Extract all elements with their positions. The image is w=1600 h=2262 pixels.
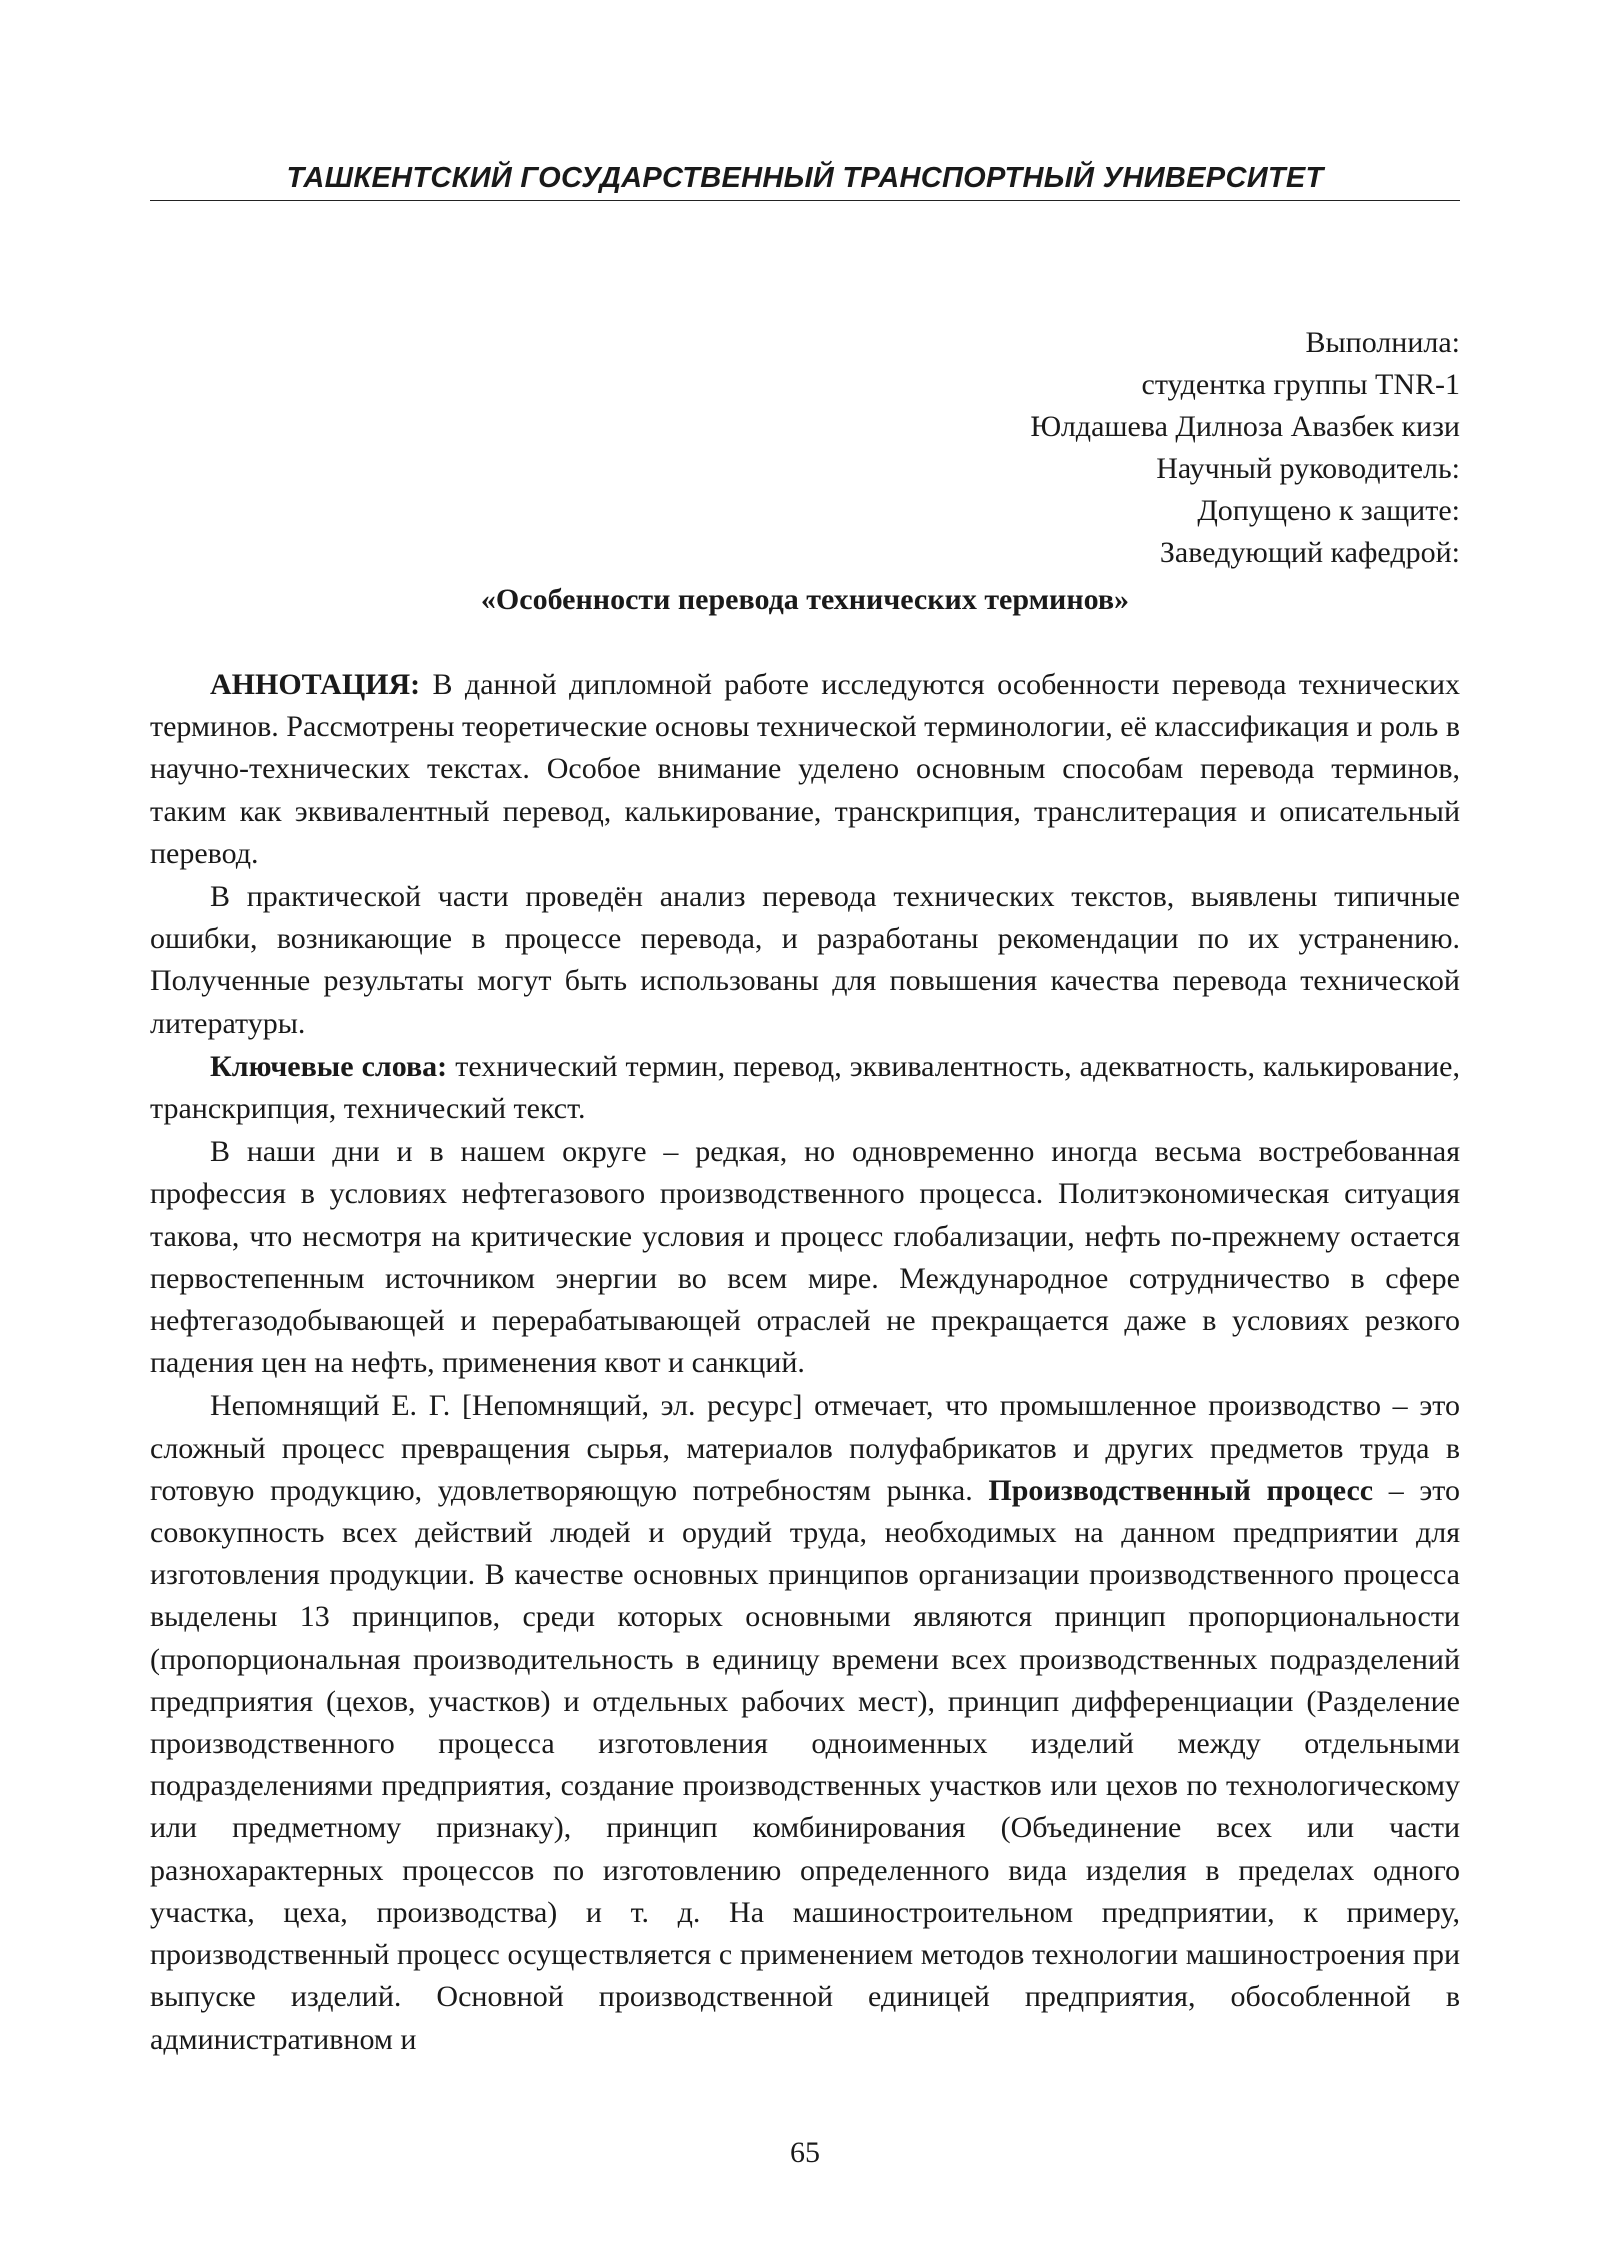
keywords-paragraph [150, 1046, 1460, 1130]
production-text-after: – это совокупность всех действий людей и орудий труда, необходимых на данном предприятии для изготовления продукции. В качестве основных принципов организации производственного процесса выделены 13 принципов, среди которых основными являются принцип пропорциональности (пропорциональная производительность в единицу времени всех производственных подразделений предприятия (цехов, участков) и отдельных рабочих мест), принцип дифференциации (Разделение производственного процесса изготовления одноименных изделий между отдельными подразделениями предприятия, создание производственных участков или цехов по технологическому или предметному признаку), принцип комбинирования (Объединение всех или части разнохарактерных процессов по изготовлению определенного вида изделия в пределах одного участка, цеха, производства) и т. д. На машиностроительном предприятии, к примеру, производственный процесс осуществляется с применением методов технологии машиностроения при выпуске изделий. Основной производственной единицей предприятия, обособленной в административном и [150, 1473, 1460, 2056]
university-header: ТАШКЕНТСКИЙ ГОСУДАРСТВЕННЫЙ ТРАНСПОРТНЫЙ УНИВЕРСИТЕТ [150, 160, 1460, 201]
document-page [150, 0, 1460, 2262]
student-group: студентка группы TNR-1 [1141, 368, 1460, 401]
article-title: «Особенности перевода технических терминов» [480, 583, 1130, 616]
abstract-label: АННОТАЦИЯ: [210, 668, 421, 701]
page-number: 65 [790, 2136, 820, 2169]
student-name: Юлдашева Дилноза Авазбек кизи [1030, 410, 1460, 443]
head-of-department-label: Заведующий кафедрой: [1159, 536, 1460, 569]
admitted-label: Допущено к защите: [1197, 494, 1460, 527]
production-process-paragraph [150, 1385, 1460, 2060]
article-body [150, 664, 1460, 2062]
abstract-text: В данной дипломной работе исследуются особенности перевода технических терминов. Рассмотрены теоретические основы технической терминологии, её классификация и роль в научно-технических текстах. Особое внимание уделено основным способам перевода терминов, таким как эквивалентный перевод, калькирование, транскрипция, транслитерация и описательный перевод. [150, 668, 1460, 870]
author-block [1030, 322, 1460, 574]
production-text-before: Непомнящий Е. Г. [Непомнящий, эл. ресурс] отмечает, что промышленное производство – это сложный процесс превращения сырья, материалов полуфабрикатов и других предметов труда в готовую продукцию, удовлетворяющую потребностям рынка. [150, 1389, 1460, 1507]
keywords-text: технический термин, перевод, эквивалентность, адекватность, калькирование, транскрипция, технический текст. [150, 1049, 1460, 1126]
abstract-paragraph [150, 664, 1460, 875]
keywords-label: Ключевые слова: [210, 1049, 448, 1083]
production-process-term: Производственный процесс [988, 1473, 1374, 1507]
oil-industry-paragraph: В наши дни и в нашем округе – редкая, но одновременно иногда весьма востребованная профессия в условиях нефтегазового производственного процесса. Политэкономическая ситуация такова, что несмотря на критические условия и процесс глобализации, нефть по-прежнему остается первостепенным источником энергии во всем мире. Международное сотрудничество в сфере нефтегазодобывающей и перерабатывающей отраслей не прекращается даже в условиях резкого падения цен на нефть, применения квот и санкций. [150, 1135, 1460, 1380]
performed-by-label: Выполнила: [1305, 326, 1460, 359]
practical-paragraph: В практической части проведён анализ перевода технических текстов, выявлены типичные ошибки, возникающие в процессе перевода, и разработаны рекомендации по их устранению. Полученные результаты могут быть использованы для повышения качества перевода технической литературы. [150, 880, 1460, 1040]
supervisor-label: Научный руководитель: [1156, 452, 1460, 485]
